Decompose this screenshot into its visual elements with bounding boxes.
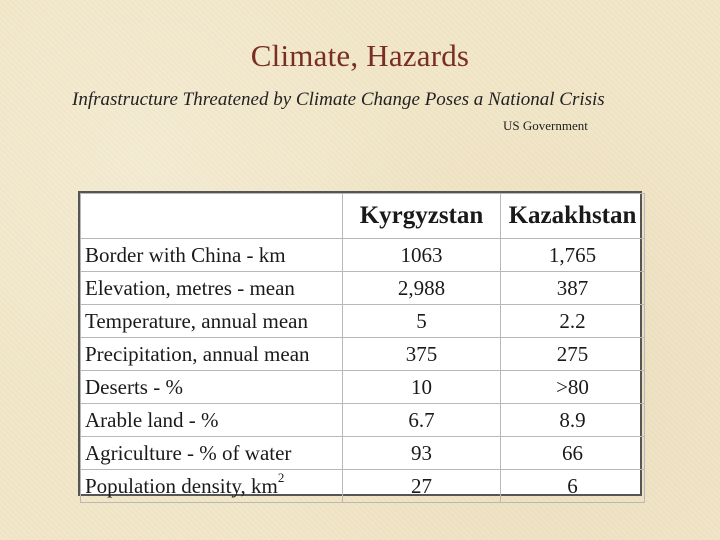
kazakhstan-value: 387 [501, 272, 645, 305]
kyrgyzstan-value: 93 [343, 437, 501, 470]
comparison-table [80, 193, 645, 503]
kazakhstan-value: 6 [501, 470, 645, 503]
table-row [81, 404, 645, 437]
kyrgyzstan-value: 2,988 [343, 272, 501, 305]
kazakhstan-value: 1,765 [501, 239, 645, 272]
kyrgyzstan-value: 10 [343, 371, 501, 404]
kyrgyzstan-value: 27 [343, 470, 501, 503]
table-row [81, 338, 645, 371]
header-kazakhstan: Kazakhstan [501, 194, 645, 239]
kazakhstan-value: >80 [501, 371, 645, 404]
row-label: Arable land - % [81, 404, 343, 437]
row-label: Border with China - km [81, 239, 343, 272]
row-label-text: Population density, km [85, 473, 278, 498]
row-label: Agriculture - % of water [81, 437, 343, 470]
row-label-population-density [81, 470, 343, 503]
kazakhstan-value: 8.9 [501, 404, 645, 437]
kyrgyzstan-value: 6.7 [343, 404, 501, 437]
kyrgyzstan-value: 5 [343, 305, 501, 338]
row-label: Deserts - % [81, 371, 343, 404]
kazakhstan-value: 2.2 [501, 305, 645, 338]
table-row [81, 437, 645, 470]
comparison-table-container [78, 191, 642, 496]
kazakhstan-value: 275 [501, 338, 645, 371]
table-header-row [81, 194, 645, 239]
row-label: Elevation, metres - mean [81, 272, 343, 305]
header-kyrgyzstan: Kyrgyzstan [343, 194, 501, 239]
row-label: Precipitation, annual mean [81, 338, 343, 371]
kyrgyzstan-value: 375 [343, 338, 501, 371]
table-row [81, 272, 645, 305]
kyrgyzstan-value: 1063 [343, 239, 501, 272]
header-empty-cell [81, 194, 343, 239]
source-label: US Government [503, 118, 588, 133]
slide-title: Climate, Hazards [250, 38, 470, 73]
slide-subtitle: Infrastructure Threatened by Climate Change Poses a National Crisis [72, 89, 605, 110]
row-label: Temperature, annual mean [81, 305, 343, 338]
squared-superscript: 2 [277, 469, 285, 485]
table-row [81, 305, 645, 338]
table-row [81, 470, 645, 503]
table-row [81, 239, 645, 272]
table-row [81, 371, 645, 404]
kazakhstan-value: 66 [501, 437, 645, 470]
